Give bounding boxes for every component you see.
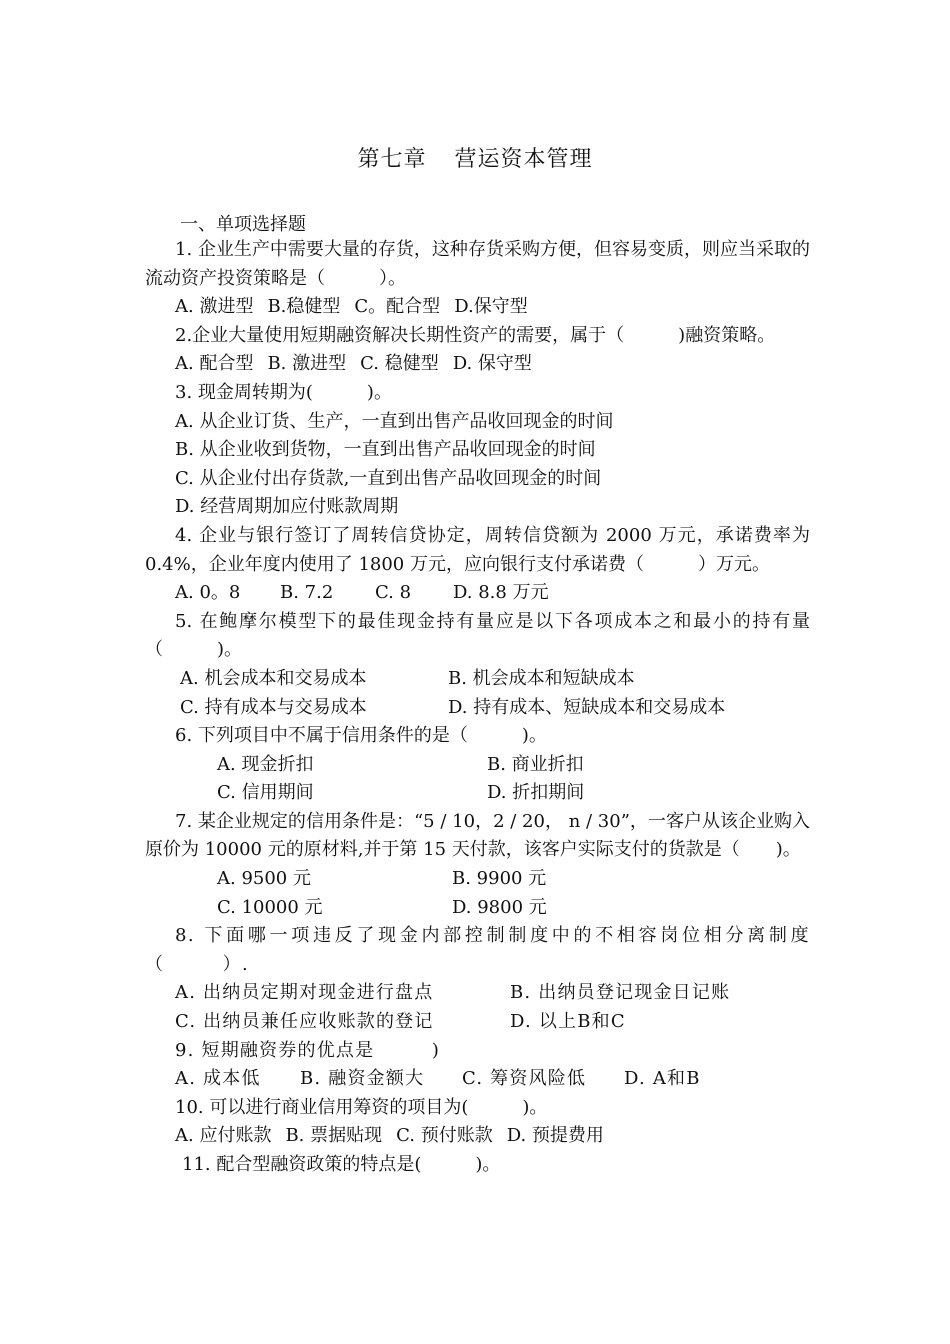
question-5-options-row2 xyxy=(145,694,810,723)
option: C. 稳健型 xyxy=(360,353,439,375)
option: C. 持有成本与交易成本 xyxy=(180,696,367,718)
page-title xyxy=(0,142,950,173)
question-6-options-row2 xyxy=(145,779,810,808)
chapter-name: 营运资本管理 xyxy=(454,147,593,172)
option: C. 8 xyxy=(375,582,412,604)
option: B. 票据贴现 xyxy=(285,1125,383,1147)
option: D. 8.8 万元 xyxy=(453,582,549,604)
option: C. 从企业付出存货款,一直到出售产品收回现金的时间 xyxy=(175,467,602,489)
question-7-options-row1 xyxy=(145,865,810,894)
question-3: 3. 现金周转期为( )。 xyxy=(175,381,392,403)
question-2: 2.企业大量使用短期融资解决长期性资产的需要，属于（ )融资策略。 xyxy=(175,324,776,346)
option: D. 持有成本、短缺成本和交易成本 xyxy=(448,696,726,718)
question-10: 10. 可以进行商业信用筹资的项目为( )。 xyxy=(175,1096,548,1118)
option: A. 出纳员定期对现金进行盘点 xyxy=(175,982,434,1004)
option: C. 预付账款 xyxy=(396,1125,493,1147)
question-7: 7. 某企业规定的信用条件是：“5 / 10，2 / 20， n / 30”，一客户从该企业购入原价为 10000 元的原材料,并于第 15 天付款，该客户实际支付的货款是（ )。 xyxy=(145,810,810,861)
option: C. 10000 元 xyxy=(217,896,323,918)
option: D. 预提费用 xyxy=(506,1125,604,1147)
question-6: 6. 下列项目中不属于信用条件的是（ )。 xyxy=(175,725,547,747)
option: D. 保守型 xyxy=(452,353,532,375)
option: B.稳健型 xyxy=(267,296,341,318)
option: A. 配合型 xyxy=(175,353,254,375)
option: B. 商业折扣 xyxy=(487,753,584,775)
question-7-options-row2 xyxy=(145,894,810,923)
question-8-options-row2 xyxy=(145,1008,810,1037)
question-8: 8. 下面哪一项违反了现金内部控制制度中的不相容岗位相分离制度（ ）. xyxy=(145,925,810,975)
option: C. 筹资风险低 xyxy=(462,1068,587,1090)
question-11: 11. 配合型融资政策的特点是( )。 xyxy=(182,1154,501,1175)
question-5-options-row1 xyxy=(145,665,810,694)
option: D.保守型 xyxy=(454,296,528,318)
question-9: 9. 短期融资券的优点是 ) xyxy=(175,1039,441,1061)
question-8-options-row1 xyxy=(145,979,810,1008)
option: B. 机会成本和短缺成本 xyxy=(448,667,635,689)
chapter-number: 第七章 xyxy=(357,147,427,172)
option: C. 出纳员兼任应收账款的登记 xyxy=(175,1011,434,1033)
question-4-options xyxy=(145,579,810,608)
question-4: 4. 企业与银行签订了周转信贷协定，周转信贷额为 2000 万元，承诺费率为 0.4%，企业年度内使用了 1800 万元，应向银行支付承诺费（ ）万元。 xyxy=(145,524,810,575)
question-5: 5. 在鲍摩尔模型下的最佳现金持有量应是以下各项成本之和最小的持有量（ )。 xyxy=(145,610,810,661)
question-1-options xyxy=(145,293,810,322)
question-6-options-row1 xyxy=(145,751,810,780)
question-9-options xyxy=(145,1065,810,1094)
option: A. 从企业订货、生产，一直到出售产品收回现金的时间 xyxy=(175,410,614,432)
option: B. 融资金额大 xyxy=(300,1068,425,1090)
option: D. 经营周期加应付账款周期 xyxy=(175,496,399,518)
option: B. 从企业收到货物，一直到出售产品收回现金的时间 xyxy=(175,439,596,461)
option: A. 0。8 xyxy=(175,582,241,604)
option: C。配合型 xyxy=(354,296,441,318)
question-list xyxy=(145,236,810,1180)
option: B. 9900 元 xyxy=(452,868,547,890)
option: D. 9800 元 xyxy=(452,896,547,918)
question-1: 1. 企业生产中需要大量的存货，这种存货采购方便，但容易变质，则应当采取的流动资产投资策略是（ ）。 xyxy=(145,239,810,289)
question-10-options xyxy=(145,1122,810,1151)
option: A. 成本低 xyxy=(175,1068,261,1090)
option: A. 机会成本和交易成本 xyxy=(180,667,367,689)
question-2-options xyxy=(145,350,810,379)
option: B. 7.2 xyxy=(280,582,334,604)
option: D. 折扣期间 xyxy=(487,782,585,804)
option: D. A和B xyxy=(624,1068,701,1090)
option: C. 信用期间 xyxy=(217,782,314,804)
option: D. 以上B和C xyxy=(510,1011,626,1033)
option: A. 9500 元 xyxy=(217,868,311,890)
option: B. 激进型 xyxy=(267,353,347,375)
option: A. 现金折扣 xyxy=(217,753,314,775)
option: B. 出纳员登记现金日记账 xyxy=(510,982,731,1004)
option: A. 激进型 xyxy=(175,296,254,318)
section-heading: 一、单项选择题 xyxy=(180,214,306,235)
option: A. 应付账款 xyxy=(175,1125,272,1147)
